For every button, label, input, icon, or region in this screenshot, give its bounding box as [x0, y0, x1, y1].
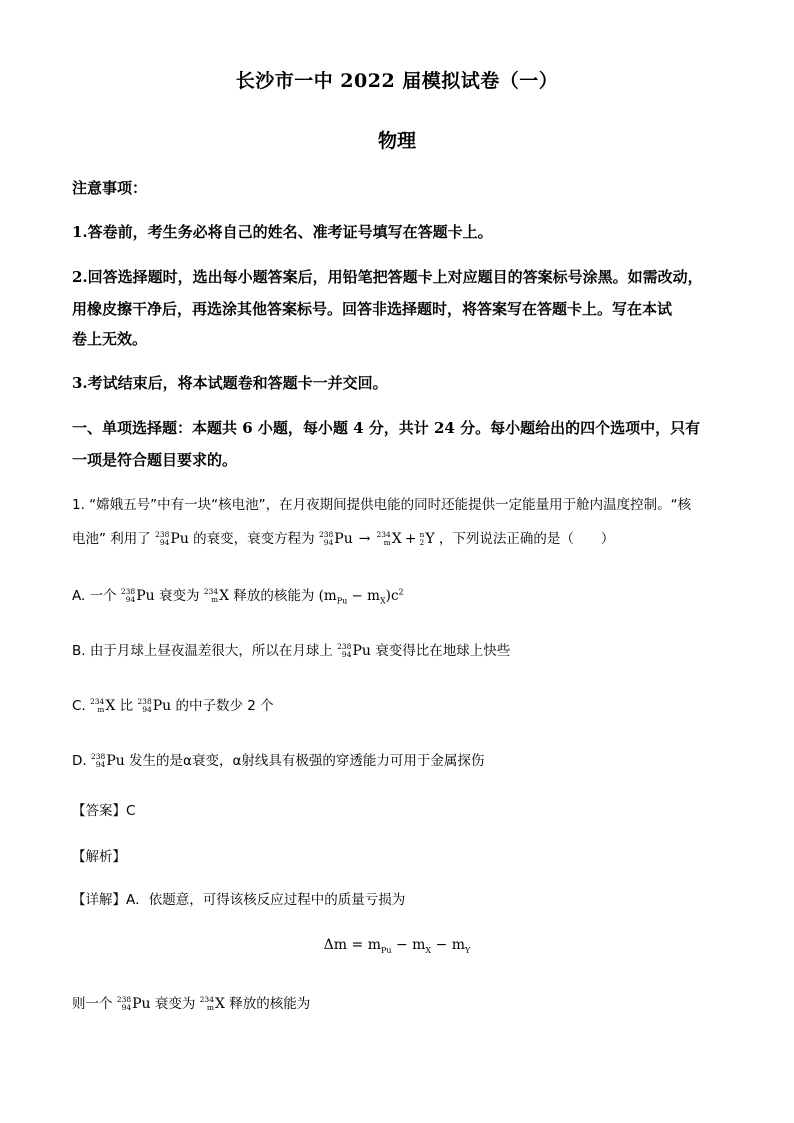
- q1-detail: 【详解】A．依题意，可得该核反应过程中的质量亏损为: [72, 892, 406, 908]
- mass-defect-equation: $\Delta m = m_{Pu} - m_X - m_Y$: [323, 937, 471, 955]
- notes-item-1: 1.答卷前，考生务必将自己的姓名、准考证号填写在答题卡上。: [72, 223, 493, 241]
- nuclide-pu: 238 94 Pu: [155, 530, 189, 547]
- notes-item-3: 3.考试结束后，将本试题卷和答题卡一并交回。: [72, 374, 388, 392]
- notes-item-2-line2: 用橡皮擦干净后，再选涂其他答案标号。回答非选择题时，将答案写在答题卡上。写在本试: [72, 300, 673, 318]
- q1-analysis: 【解析】: [72, 849, 126, 865]
- q1-answer: 【答案】C: [72, 803, 136, 819]
- q1-stem-line1: 1. “嫦娥五号”中有一块“核电池”，在月夜期间提供电能的同时还能提供一定能量用于舱内温度控制。“核: [72, 497, 692, 513]
- decay-equation: 238 94 Pu → 234 m X + n 2 Y: [318, 530, 435, 547]
- q1-option-c: C. 234 m X 比 238 94 Pu 的中子数少 2 个: [72, 697, 274, 714]
- notes-item-2-line3: 卷上无效。: [72, 330, 148, 348]
- section1-heading-line1: 一、单项选择题：本题共 6 小题，每小题 4 分，共计 24 分。每小题给出的四个选项中，只有: [72, 419, 701, 437]
- q1-option-b: B. 由于月球上昼夜温差很大，所以在月球上 238 94 Pu 衰变得比在地球上快些: [72, 642, 511, 659]
- notes-item-2-line1: 2.回答选择题时，选出每小题答案后，用铅笔把答题卡上对应题目的答案标号涂黑。如需改动，: [72, 268, 703, 286]
- energy-formula: $(m_{Pu} - m_X)c^2$: [318, 587, 404, 606]
- q1-option-d: D. 238 94 Pu 发生的是α衰变，α射线具有极强的穿透能力可用于金属探伤: [72, 752, 485, 769]
- subject-title: 物理: [377, 130, 416, 152]
- arrow-icon: →: [358, 531, 371, 547]
- q1-stem-line2: 电池” 利用了 238 94 Pu 的衰变，衰变方程为 238 94 Pu → 234 m X + n 2 Y ，下列说法正确的是（ ）: [72, 530, 615, 547]
- section1-heading-line2: 一项是符合题目要求的。: [72, 451, 238, 469]
- exam-title: 长沙市一中 2022 届模拟试卷（一）: [235, 70, 559, 92]
- q1-option-a: A. 一个 238 94 Pu 衰变为 234 m X 释放的核能为 $(m_{Pu} - m_X)c^2$: [72, 587, 404, 606]
- notes-heading: 注意事项：: [72, 179, 148, 197]
- q1-last-line: 则一个 238 94 Pu 衰变为 234 m X 释放的核能为: [72, 995, 311, 1012]
